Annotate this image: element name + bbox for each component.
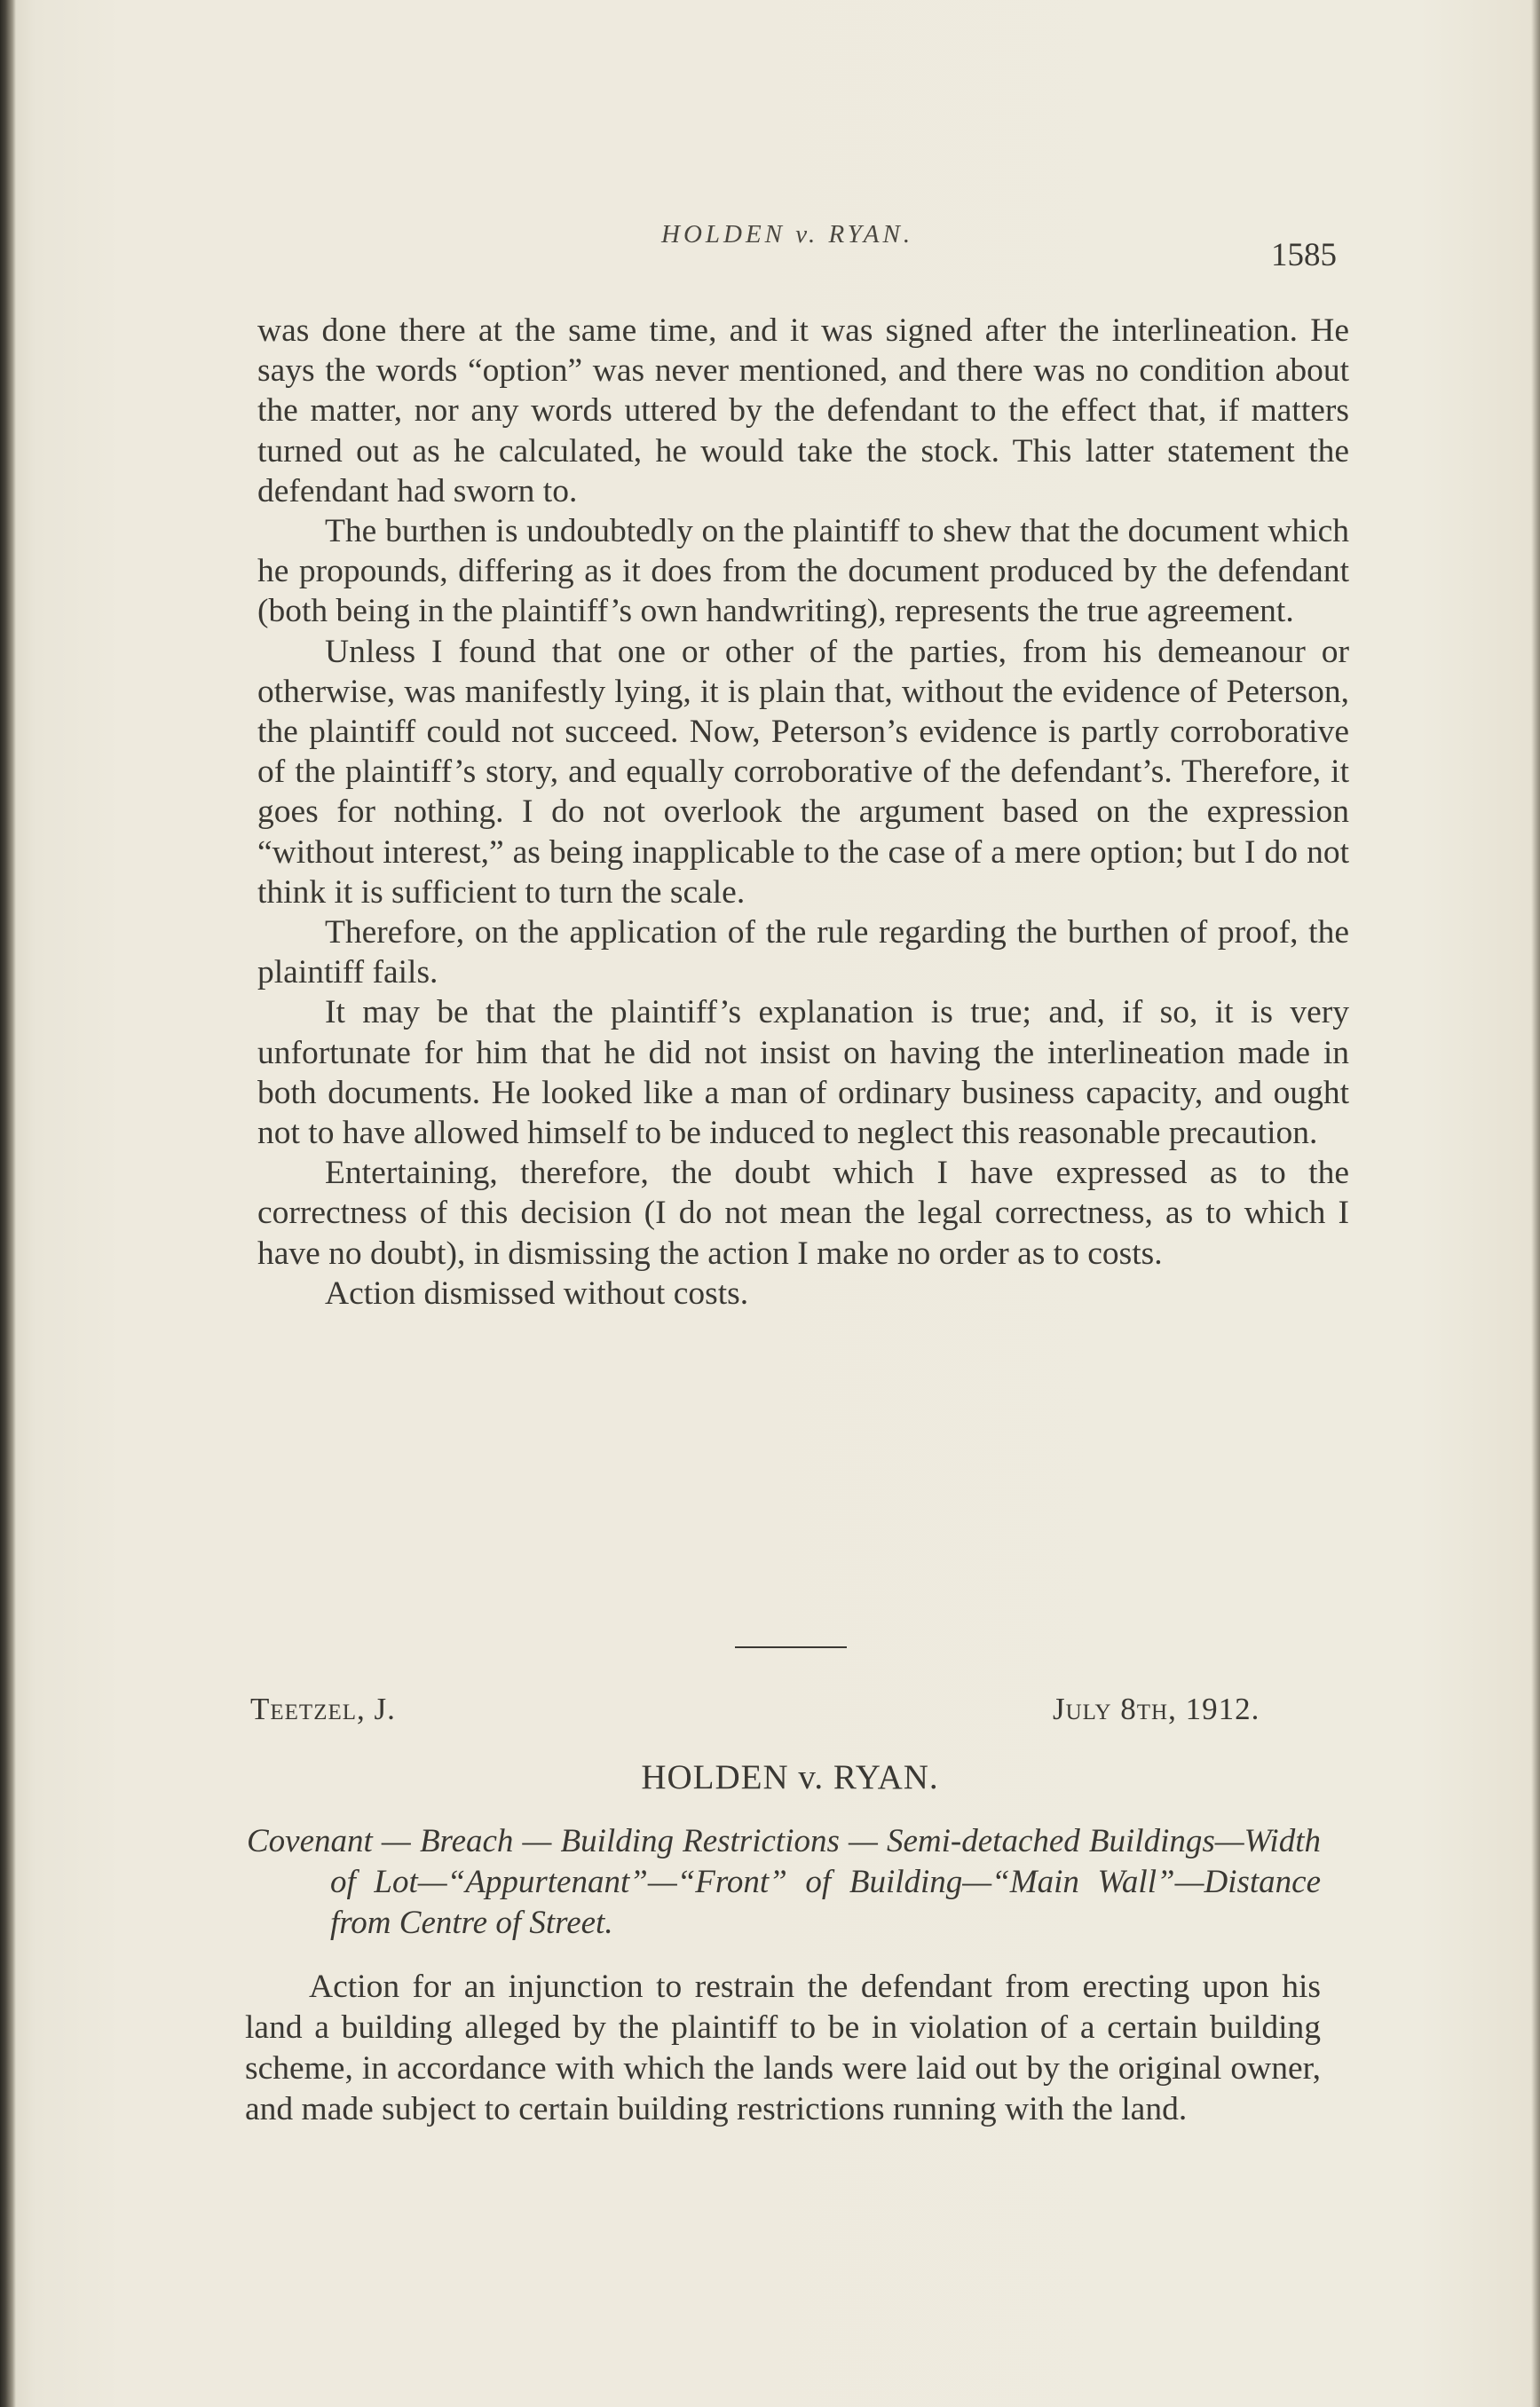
binding-shadow [0, 0, 16, 2407]
case-title: HOLDEN v. RYAN. [641, 1758, 939, 1796]
page-edge-shadow [1531, 0, 1540, 2407]
judgment-body [257, 311, 1349, 1314]
judgment-date: July 8th, 1912. [1053, 1692, 1260, 1726]
headnote: Covenant — Breach — Building Restrictions — Semi-detached Buildings—Width of Lot—“Appurtenant”—“Front” of Building—“Main Wall”—Distance from Centre of Street. [247, 1823, 1321, 1941]
paragraph-rule: Therefore, on the application of the rule regarding the burthen of proof, the plaintiff fails. [257, 914, 1349, 991]
paragraph-peterson: Unless I found that one or other of the parties, from his demeanour or otherwise, was manifestly lying, it is plain that, without the evidence of Peterson, the plaintiff could not succeed. Now, Peterson’s evidence is partly corroborative of the plaintiff’s story, and equally corroborative of the defendant’s. Therefore, it goes for nothing. I do not overlook the argument based on the expression “without interest,” as being inapplicable to the case of a mere option; but I do not think it is sufficient to turn the scale. [257, 633, 1349, 911]
paragraph-continuation: was done there at the same time, and it was signed after the interlineation. He says the words “option” was never mentioned, and there was no condition about the matter, nor any words uttered by the defendant to the effect that, if matters turned out as he calculated, he would take the stock. This latter statement the defendant had sworn to. [257, 312, 1349, 509]
paragraph-disposition: Action dismissed without costs. [325, 1275, 749, 1312]
judge-name: Teetzel, J. [250, 1692, 396, 1726]
action-description: Action for an injunction to restrain the defendant from erecting upon his land a building alleged by the plaintiff to be in violation of a certain building scheme, in accordance with which the lands were laid out by the original owner, and made subject to certain building restrictions running with the land. [245, 1969, 1321, 2127]
paragraph-explanation: It may be that the plaintiff’s explanation is true; and, if so, it is very unfortunate for him that he did not insist on having the interlineation made in both documents. He looked like a man of ordinary business capacity, and ought not to have allowed himself to be induced to neglect this reasonable precaution. [257, 994, 1349, 1152]
section-divider [735, 1646, 847, 1648]
page-number: 1585 [1271, 237, 1337, 273]
running-head: HOLDEN v. RYAN. [661, 220, 914, 249]
paragraph-costs: Entertaining, therefore, the doubt which I have expressed as to the correctness of this decision (I do not mean the legal correctness, as to which I have no doubt), in dismissing the action I make no order as to costs. [257, 1155, 1349, 1272]
paragraph-burthen: The burthen is undoubtedly on the plaintiff to shew that the document which he propounds, differing as it does from the document produced by the defendant (both being in the plaintiff’s own handwriting), represents the true agreement. [257, 513, 1349, 630]
